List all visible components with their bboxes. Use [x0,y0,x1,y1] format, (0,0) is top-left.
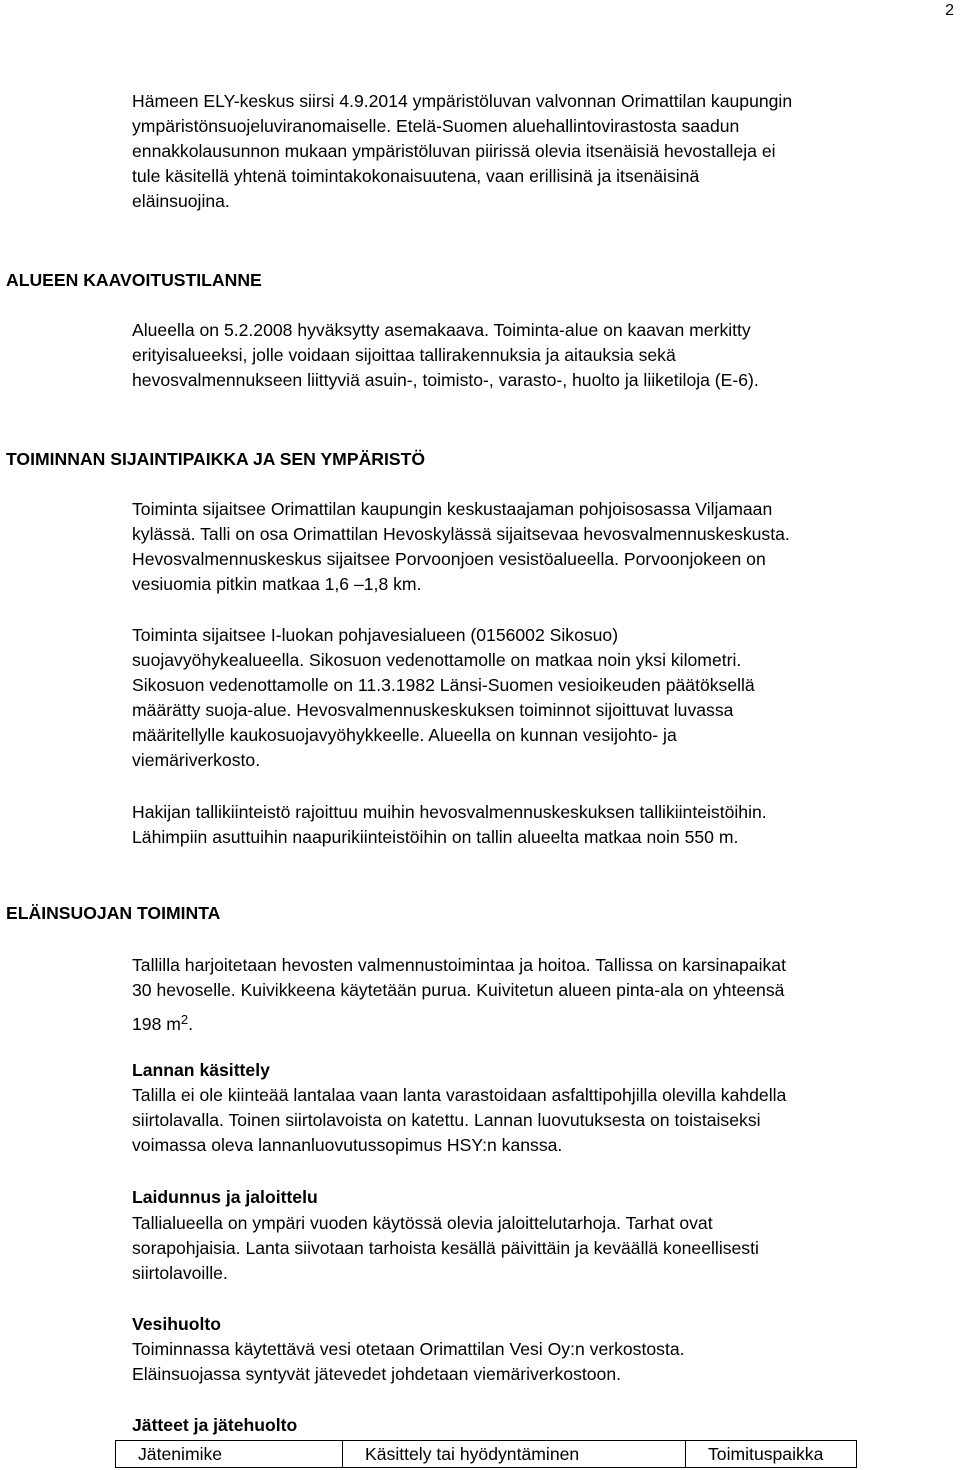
sijainti-paragraph-3: Hakijan tallikiinteistö rajoittuu muihin hevosvalmennuskeskuksen tallikiinteistöihin. Lähimpiin asuttuihin naapurikiinteistöihin on tallin alueelta matkaa noin 550 m. [132,802,767,847]
subheading-vesihuolto: Vesihuolto [132,1314,221,1334]
table-header-row [116,1441,857,1468]
subheading-laidunnus: Laidunnus ja jaloittelu [132,1187,318,1207]
kaava-paragraph: Alueella on 5.2.2008 hyväksytty asemakaava. Toiminta-alue on kaavan merkitty erityisalueeksi, jolle voidaan sijoittaa tallirakennuksia ja aitauksia sekä hevosvalmennukseen liittyviä asuin-, toimisto-, varasto-, huolto ja liiketiloja (E-6). [132,320,759,390]
sijainti-paragraph-2: Toiminta sijaitsee I-luokan pohjavesialueen (0156002 Sikosuo) suojavyöhykealueella. Sikosuon vedenottamolle on matkaa noin yksi kilometri. Sikosuon vedenottamolle on 11.3.1982 Länsi-Suomen vesioikeuden päätöksellä määrätty suoja-alue. Hevosvalmennuskeskuksen toiminnot sijoittuvat luvassa määritellylle kaukosuojavyöhykkeelle. Alueella on kunnan vesijohto- ja viemäriverkosto. [132,625,755,770]
subheading-jatteet: Jätteet ja jätehuolto [132,1415,298,1435]
table-header-cell: Käsittely tai hyödyntäminen [343,1441,686,1468]
subheading-lannan-kasittely: Lannan käsittely [132,1060,270,1080]
vesihuolto-paragraph: Toiminnassa käytettävä vesi otetaan Orimattilan Vesi Oy:n verkostosta. Eläinsuojassa syntyvät jätevedet johdetaan viemäriverkostoon. [132,1339,685,1384]
heading-sijaintipaikka: TOIMINNAN SIJAINTIPAIKKA JA SEN YMPÄRISTÖ [6,449,426,469]
waste-table [115,1440,857,1468]
page-number: 2 [945,2,954,19]
intro-paragraph: Hämeen ELY-keskus siirsi 4.9.2014 ympäristöluvan valvonnan Orimattilan kaupungin ympäristönsuojeluviranomaiselle. Etelä-Suomen aluehallintovirastosta saadun ennakkolausunnon mukaan ympäristöluvan piirissä olevia itsenäisiä hevostalleja ei tule käsitellä yhtenä toimintakokonaisuutena, vaan erillisinä ja itsenäisinä eläinsuojina. [132,91,793,211]
laidunnus-paragraph: Tallialueella on ympäri vuoden käytössä olevia jaloittelutarhoja. Tarhat ovat sorapohjaisia. Lanta siivotaan tarhoista kesällä päivittäin ja keväällä koneellisesti siirtolavoille. [132,1213,759,1283]
table-header-cell: Jätenimike [116,1441,343,1468]
lanta-paragraph: Talilla ei ole kiinteää lantalaa vaan lanta varastoidaan asfalttipohjilla olevilla kahdella siirtolavalla. Toinen siirtolavoista on katettu. Lannan luovutuksesta on toistaiseksi voimassa oleva lannanluovutussopimus HSY:n kanssa. [132,1085,787,1155]
table-header-cell: Toimituspaikka [686,1441,857,1468]
area-value: 198 $m^2$. [132,1012,194,1034]
elainsuoja-paragraph: Tallilla harjoitetaan hevosten valmennustoimintaa ja hoitoa. Tallissa on karsinapaikat 30 hevoselle. Kuivikkeena käytetään purua. Kuivitetun alueen pinta-ala on yhteensä [132,955,786,1000]
heading-kaavoitus: ALUEEN KAAVOITUSTILANNE [6,270,262,290]
heading-elainsuojan-toiminta: ELÄINSUOJAN TOIMINTA [6,903,221,923]
sijainti-paragraph-1: Toiminta sijaitsee Orimattilan kaupungin keskustaajaman pohjoisosassa Viljamaan kylässä. Talli on osa Orimattilan Hevoskylässä sijaitsevaa hevosvalmennuskeskusta. Hevosvalmennuskeskus sijaitsee Porvoonjoen vesistöalueella. Porvoonjokeen on vesiuomia pitkin matkaa 1,6 –1,8 km. [132,499,790,594]
